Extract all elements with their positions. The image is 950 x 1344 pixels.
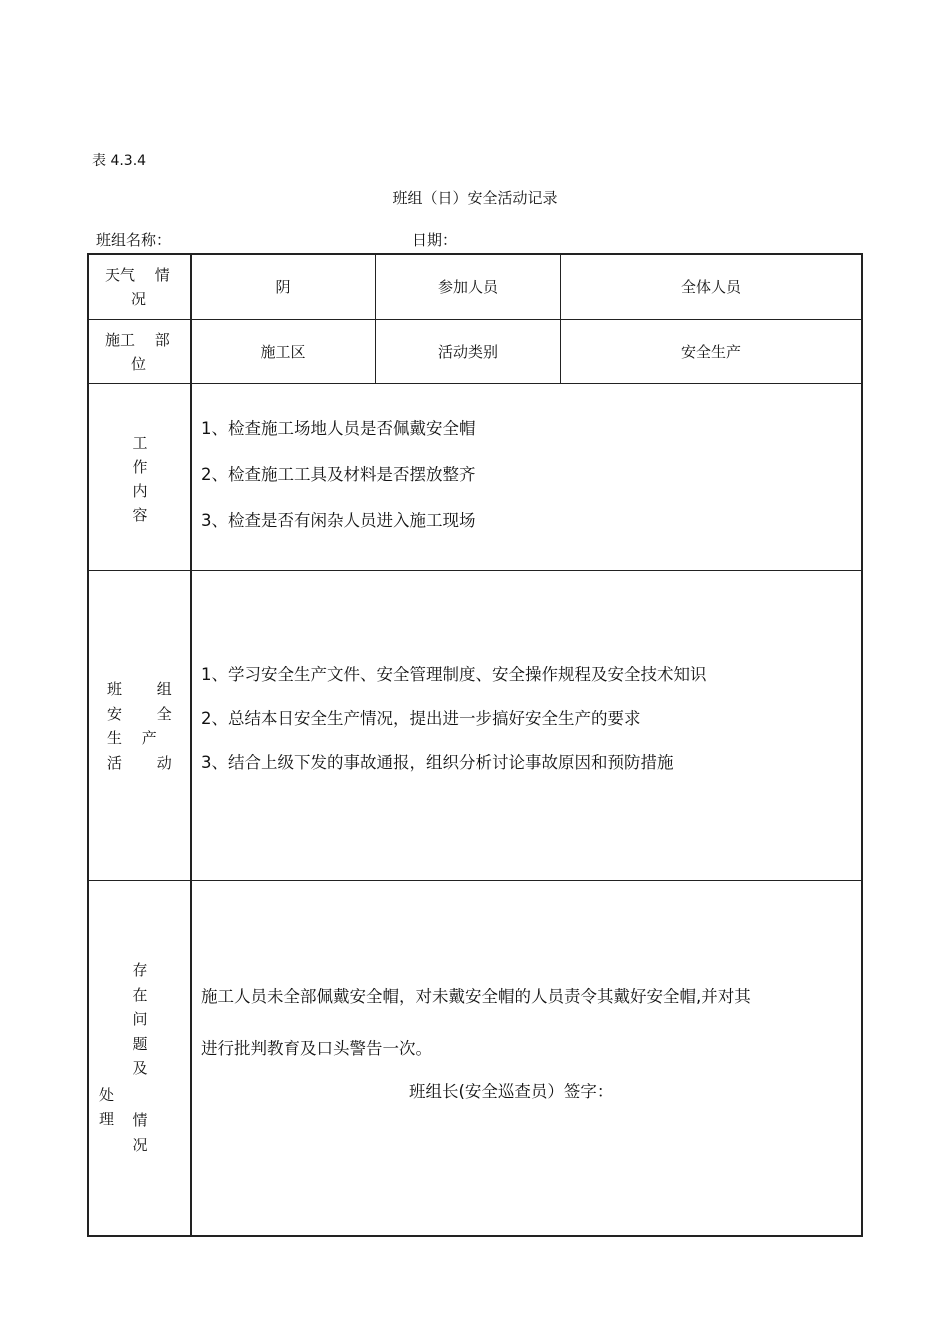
team-safety-activity-label: 班 组 安 全 生 产 活 动 [107,680,172,772]
participants-label: 参加人员 [437,277,498,296]
issues-label-top: 存 在 问 题 及 [132,961,148,1077]
list-item: 2、检查施工工具及材料是否摆放整齐 [201,465,476,484]
table-right-border [861,253,863,1237]
participants-value: 全体人员 [680,277,741,296]
location-value: 施工区 [260,343,306,361]
signature-line: 班组长(安全巡查员）签字： [409,1082,614,1101]
activity-record-table [87,253,863,1237]
date-label: 日期： [412,231,458,249]
weather-value: 阴 [275,277,291,296]
list-item: 1、学习安全生产文件、安全管理制度、安全操作规程及安全技术知识 [201,665,707,684]
list-item: 3、结合上级下发的事故通报，组织分析讨论事故原因和预防措施 [201,753,674,772]
list-item: 3、检查是否有闲杂人员进入施工现场 [201,511,476,530]
list-item: 2、总结本日安全生产情况，提出进一步搞好安全生产的要求 [201,709,641,728]
table-number: 表 4.3.4 [92,153,147,169]
row-divider [87,570,863,571]
activity-type-label: 活动类别 [437,343,498,361]
location-label: 施工 部 位 [105,331,170,373]
issues-description: 施工人员未全部佩戴安全帽，对未戴安全帽的人员责令其戴好安全帽,并对其 进行批判教育及口头警告一次。 [201,987,751,1058]
team-safety-activity-list [201,653,707,785]
work-content-label: 工 作 内 容 [132,434,148,524]
activity-type-value: 安全生产 [680,343,741,361]
row-divider [87,880,863,881]
table-left-border [87,253,89,1237]
team-name-label: 班组名称： [96,231,172,249]
work-content-list [201,406,476,544]
weather-label: 天气 情 况 [105,266,170,308]
list-item: 1、检查施工场地人员是否佩戴安全帽 [201,419,476,438]
issues-label-bottom: 情 况 [132,1111,148,1154]
row-divider [87,383,863,384]
issues-label-mid: 处 理 [99,1086,194,1128]
page-title: 班组（日）安全活动记录 [392,189,558,207]
table-bottom-border [87,1235,863,1237]
